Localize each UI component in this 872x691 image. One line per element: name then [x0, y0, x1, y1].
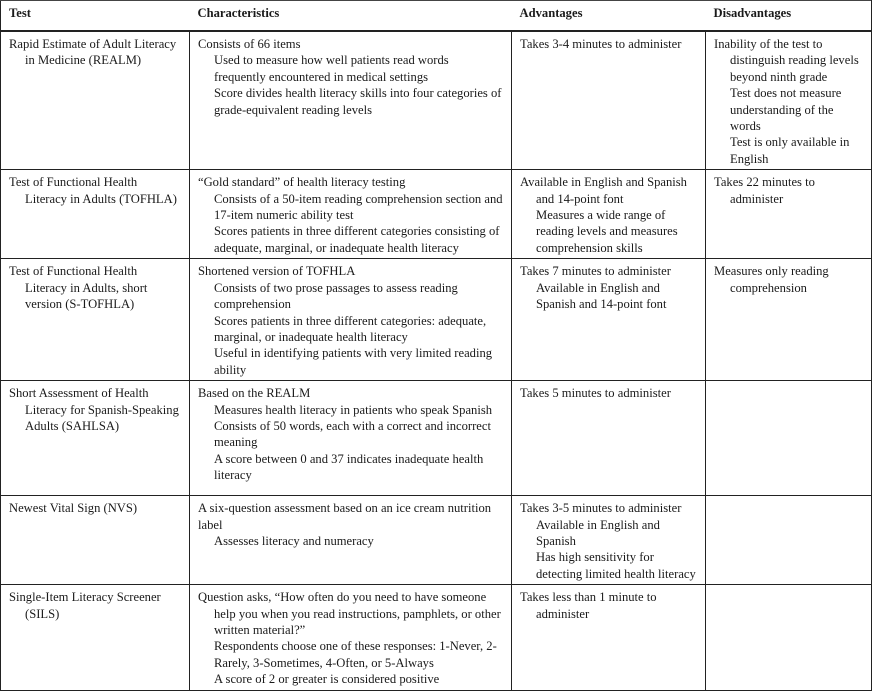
characteristics-point: Scores patients in three different categories: adequate, marginal, or inadequate health literacy: [214, 313, 487, 344]
table-row: [1, 259, 872, 381]
test-name: Single-Item Literacy Screener (SILS): [9, 590, 161, 621]
test-name: Test of Functional Health Literacy in Adults (TOFHLA): [9, 175, 177, 206]
table-row: [1, 31, 872, 170]
table-row: [1, 496, 872, 585]
advantages-lead: Takes less than 1 minute to administer: [520, 590, 657, 621]
characteristics-lead: Consists of 66 items: [198, 37, 301, 51]
cell-characteristics: [190, 31, 512, 170]
characteristics-lead: Question asks, “How often do you need to have someone help you when you read instructions, pamphlets, or other written material?”: [198, 590, 501, 637]
cell-test: [1, 381, 190, 496]
cell-disadvantages: [706, 496, 872, 585]
characteristics-lead: “Gold standard” of health literacy testing: [198, 175, 406, 190]
disadvantages-point: Test does not measure understanding of the words: [730, 86, 842, 134]
cell-advantages: [512, 585, 706, 690]
advantages-lead: Takes 7 minutes to administer: [520, 264, 671, 279]
disadvantages-lead: Inability of the test to distinguish reading levels beyond ninth grade: [714, 37, 859, 84]
characteristics-point: Used to measure how well patients read words frequently encountered in medical settings: [214, 53, 449, 84]
characteristics-lead: Based on the REALM: [198, 386, 311, 401]
advantages-point: Available in English and Spanish: [536, 517, 660, 548]
cell-test: [1, 31, 190, 170]
cell-disadvantages: [706, 170, 872, 259]
header-test: Test: [1, 1, 190, 32]
advantages-lead: Available in English and Spanish and 14-point font: [520, 175, 687, 206]
cell-disadvantages: [706, 585, 872, 690]
characteristics-point: Score divides health literacy skills into four categories of grade-equivalent reading levels: [214, 86, 502, 117]
table-row: [1, 585, 872, 690]
cell-disadvantages: [706, 259, 872, 381]
advantages-point: Available in English and Spanish and 14-point font: [536, 280, 667, 312]
header-characteristics: Characteristics: [190, 1, 512, 32]
cell-test: [1, 259, 190, 381]
characteristics-lead: Shortened version of TOFHLA: [198, 264, 356, 279]
cell-characteristics: [190, 259, 512, 381]
characteristics-point: Consists of a 50-item reading comprehension section and 17-item numeric ability test: [214, 191, 503, 223]
advantages-lead: Takes 3-4 minutes to administer: [520, 37, 682, 51]
advantages-lead: Takes 3-5 minutes to administer: [520, 501, 682, 516]
characteristics-point: Useful in identifying patients with very limited reading ability: [214, 346, 493, 377]
cell-advantages: [512, 381, 706, 496]
cell-test: [1, 170, 190, 259]
cell-test: [1, 585, 190, 690]
disadvantages-lead: Measures only reading comprehension: [714, 264, 829, 295]
characteristics-point: Consists of 50 words, each with a correct and incorrect meaning: [214, 418, 491, 450]
header-advantages: Advantages: [512, 1, 706, 32]
test-name: Test of Functional Health Literacy in Adults, short version (S-TOFHLA): [9, 264, 148, 312]
cell-disadvantages: [706, 381, 872, 496]
characteristics-point: Respondents choose one of these responses: 1-Never, 2-Rarely, 3-Sometimes, 4-Often, or 5-Always: [214, 639, 497, 670]
table-row: [1, 381, 872, 496]
advantages-point: Has high sensitivity for detecting limited health literacy: [536, 550, 696, 581]
characteristics-point: A score of 2 or greater is considered positive: [214, 672, 440, 687]
advantages-lead: Takes 5 minutes to administer: [520, 386, 671, 401]
test-name: Short Assessment of Health Literacy for Spanish-Speaking Adults (SAHLSA): [9, 386, 179, 433]
cell-advantages: [512, 496, 706, 585]
disadvantages-lead: Takes 22 minutes to administer: [714, 175, 815, 206]
cell-characteristics: [190, 585, 512, 690]
cell-characteristics: [190, 381, 512, 496]
cell-advantages: [512, 259, 706, 381]
test-name: Newest Vital Sign (NVS): [9, 501, 138, 516]
characteristics-point: Measures health literacy in patients who speak Spanish: [214, 402, 493, 417]
cell-advantages: [512, 31, 706, 170]
cell-characteristics: [190, 496, 512, 585]
disadvantages-point: Test is only available in English: [730, 135, 850, 166]
characteristics-point: A score between 0 and 37 indicates inadequate health literacy: [214, 451, 484, 483]
advantages-point: Measures a wide range of reading levels and measures comprehension skills: [536, 208, 678, 255]
characteristics-point: Scores patients in three different categories consisting of adequate, marginal, or inadequate health literacy: [214, 224, 500, 255]
characteristics-point: Assesses literacy and numeracy: [214, 533, 374, 548]
header-disadvantages: Disadvantages: [706, 1, 872, 32]
cell-advantages: [512, 170, 706, 259]
characteristics-lead: A six-question assessment based on an ice cream nutrition label: [198, 501, 492, 532]
cell-characteristics: [190, 170, 512, 259]
test-name: Rapid Estimate of Adult Literacy in Medicine (REALM): [9, 37, 177, 68]
cell-disadvantages: [706, 31, 872, 170]
characteristics-point: Consists of two prose passages to assess reading comprehension: [214, 280, 458, 312]
table-row: [1, 170, 872, 259]
cell-test: [1, 496, 190, 585]
header-row: [1, 1, 872, 32]
